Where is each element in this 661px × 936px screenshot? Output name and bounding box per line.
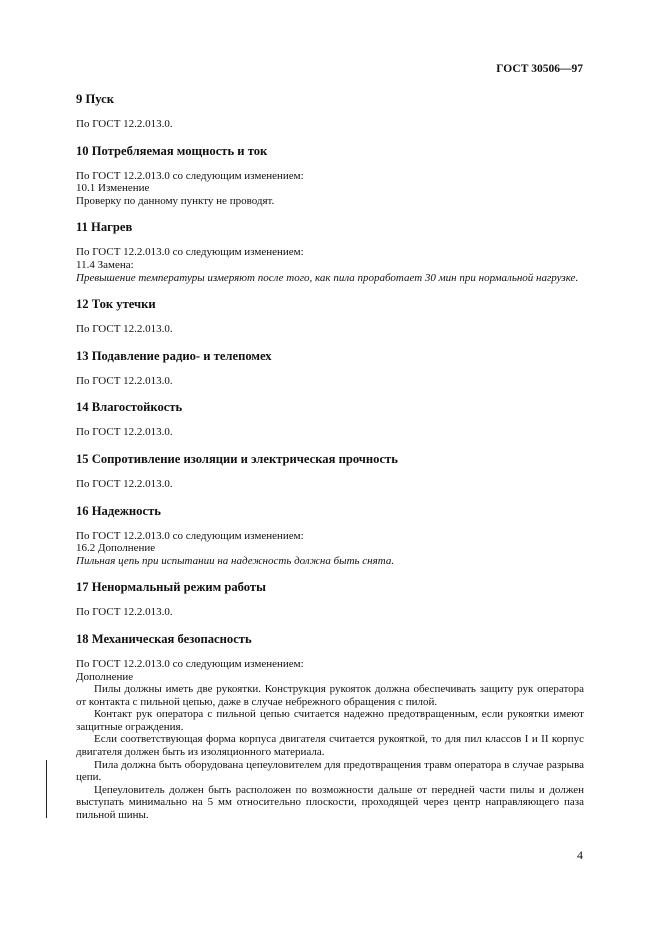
paragraph: Если соответствующая форма корпуса двигателя считается рукояткой, то для пил классов I и II корпус двигателя должен быть из изоляционного материала. xyxy=(76,733,584,759)
section-text: По ГОСТ 12.2.013.0 со следующим изменением: xyxy=(76,529,304,542)
clause-label: Дополнение xyxy=(76,670,134,683)
section-text: По ГОСТ 12.2.013.0. xyxy=(76,323,173,336)
clause-label: 10.1 Изменение xyxy=(76,182,150,195)
section-title: 15 Сопротивление изоляции и электрическая прочность xyxy=(76,451,398,466)
section-text: По ГОСТ 12.2.013.0. xyxy=(76,426,173,439)
section-title: 9 Пуск xyxy=(76,92,114,106)
replacement-text: Превышение температуры измеряют после того, как пила проработает 30 мин при нормальной нагрузке. xyxy=(76,271,579,284)
section-10 xyxy=(76,144,584,208)
document-body xyxy=(76,92,584,835)
section-title: 14 Влагостойкость xyxy=(76,400,183,415)
section-title: 13 Подавление радио- и телепомех xyxy=(76,348,272,363)
section-text: По ГОСТ 12.2.013.0 со следующим изменением: xyxy=(76,246,304,259)
section-title: 17 Ненормальный режим работы xyxy=(76,580,266,595)
page-number: 4 xyxy=(577,848,583,862)
change-bar xyxy=(46,760,47,818)
section-9 xyxy=(76,92,584,131)
addition-text: Пильная цепь при испытании на надежность должна быть снята. xyxy=(76,554,395,567)
section-18 xyxy=(76,632,584,822)
section-17 xyxy=(76,580,584,619)
section-text: Проверку по данному пункту не проводят. xyxy=(76,194,275,207)
section-15 xyxy=(76,452,584,491)
section-text: По ГОСТ 12.2.013.0. xyxy=(76,477,173,490)
section-title: 10 Потребляемая мощность и ток xyxy=(76,143,268,158)
section-14 xyxy=(76,400,584,439)
section-text: По ГОСТ 12.2.013.0. xyxy=(76,606,173,619)
section-16 xyxy=(76,504,584,568)
paragraph: Пилы должны иметь две рукоятки. Конструкция рукояток должна обеспечивать защиту рук оператора от контакта с пильной цепью, даже в случае небрежного обращения с пилой. xyxy=(76,683,584,708)
section-text: По ГОСТ 12.2.013.0. xyxy=(76,118,173,130)
clause-label: 16.2 Дополнение xyxy=(76,542,156,555)
section-12 xyxy=(76,297,584,336)
section-title: 12 Ток утечки xyxy=(76,297,156,312)
section-title: 11 Нагрев xyxy=(76,220,133,235)
paragraph: Цепеуловитель должен быть расположен по возможности дальше от передней части пилы и должен выступать минимально на 5 мм относительно плоскости, проходящей через центр направляющего паза пильной шины. xyxy=(76,783,584,822)
section-text: По ГОСТ 12.2.013.0. xyxy=(76,374,173,387)
change-marked-block xyxy=(76,759,584,822)
section-text: По ГОСТ 12.2.013.0 со следующим изменением: xyxy=(76,657,304,670)
section-title: 16 Надежность xyxy=(76,503,161,518)
clause-label: 11.4 Замена: xyxy=(76,258,134,271)
paragraph: Контакт рук оператора с пильной цепью считается надежно предотвращенным, если рукоятки имеют защитные ограждения. xyxy=(76,708,584,733)
section-11 xyxy=(76,220,584,284)
page-header: ГОСТ 30506—97 xyxy=(496,63,583,75)
paragraph: Пила должна быть оборудована цепеуловителем для предотвращения травм оператора в случае разрыва цепи. xyxy=(76,758,584,784)
section-text: По ГОСТ 12.2.013.0 со следующим изменением: xyxy=(76,169,304,182)
section-title: 18 Механическая безопасность xyxy=(76,631,252,646)
section-13 xyxy=(76,349,584,388)
